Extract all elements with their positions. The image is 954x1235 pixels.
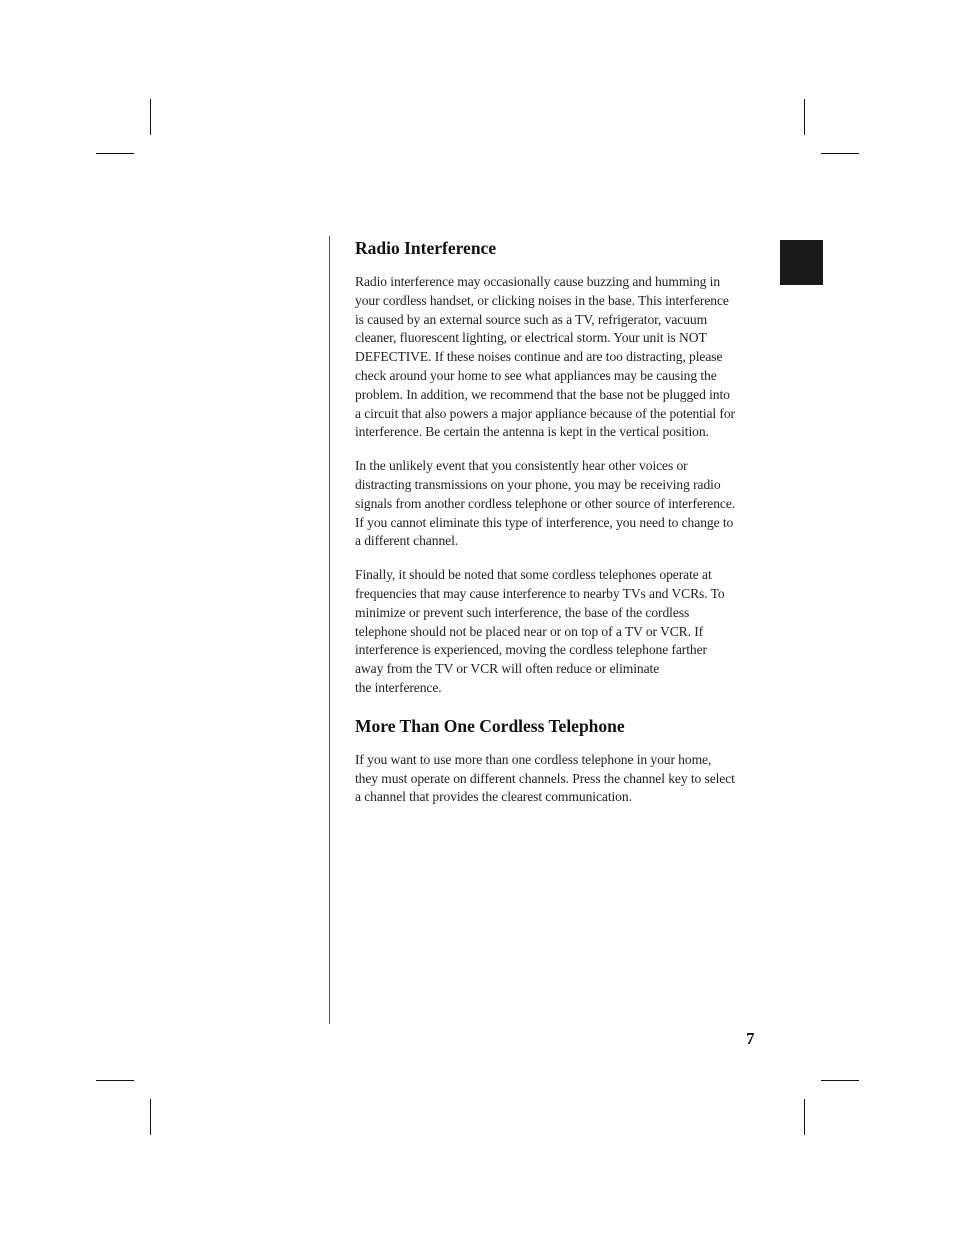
text-line: distracting transmissions on your phone, you may be receiving radio (355, 476, 721, 492)
text-line: signals from another cordless telephone or other source of interference. (355, 495, 736, 511)
text-line: check around your home to see what appliances may be causing the (355, 367, 717, 383)
text-line: problem. In addition, we recommend that the base not be plugged into (355, 386, 730, 402)
crop-mark-bottom-right-vertical (804, 1099, 805, 1135)
text-line: DEFECTIVE. If these noises continue and are too distracting, please (355, 349, 723, 365)
text-line: your cordless handset, or clicking noises in the base. This interference (355, 292, 729, 308)
paragraph-radio-interference-1 (355, 273, 765, 442)
text-line: interference. Be certain the antenna is kept in the vertical position. (355, 424, 709, 440)
page-content (355, 234, 765, 807)
paragraph-radio-interference-3 (355, 566, 765, 698)
crop-mark-bottom-left-vertical (150, 1099, 151, 1135)
text-line: minimize or prevent such interference, the base of the cordless (355, 604, 690, 620)
crop-mark-bottom-right-horizontal (821, 1080, 859, 1081)
text-line: is caused by an external source such as a TV, refrigerator, vacuum (355, 311, 708, 327)
crop-mark-bottom-left-horizontal (96, 1080, 134, 1081)
text-line: Radio interference may occasionally cause buzzing and humming in (355, 274, 721, 289)
text-line: In the unlikely event that you consistently hear other voices or (355, 458, 688, 474)
text-line: If you cannot eliminate this type of interference, you need to change to (355, 514, 734, 530)
crop-mark-top-right-vertical (804, 99, 805, 135)
text-line: cleaner, fluorescent lighting, or electrical storm. Your unit is NOT (355, 330, 707, 346)
text-line: away from the TV or VCR will often reduce or eliminate (355, 661, 660, 677)
heading-radio-interference: Radio Interference (355, 238, 497, 258)
paragraph-more-than-one-telephone (355, 751, 765, 807)
paragraph-radio-interference-2 (355, 457, 765, 551)
heading-more-than-one-cordless-telephone: More Than One Cordless Telephone (355, 715, 625, 736)
section-tab-marker (780, 240, 823, 285)
crop-mark-top-right-horizontal (821, 153, 859, 154)
crop-mark-top-left-vertical (150, 99, 151, 135)
text-line: If you want to use more than one cordless telephone in your home, (355, 751, 712, 767)
text-line: a different channel. (355, 533, 459, 549)
text-line: the interference. (355, 679, 442, 695)
text-line: telephone should not be placed near or on top of a TV or VCR. If (355, 623, 704, 639)
crop-mark-top-left-horizontal (96, 153, 134, 154)
text-line: a channel that provides the clearest communication. (355, 789, 632, 805)
page-number: 7 (746, 1029, 755, 1048)
text-line: frequencies that may cause interference to nearby TVs and VCRs. To (355, 585, 725, 601)
text-line: interference is experienced, moving the cordless telephone farther (355, 642, 707, 658)
text-line: Finally, it should be noted that some cordless telephones operate at (355, 567, 712, 583)
text-line: a circuit that also powers a major appliance because of the potential for (355, 405, 735, 421)
margin-rule (329, 236, 330, 1024)
text-line: they must operate on different channels. Press the channel key to select (355, 770, 735, 786)
